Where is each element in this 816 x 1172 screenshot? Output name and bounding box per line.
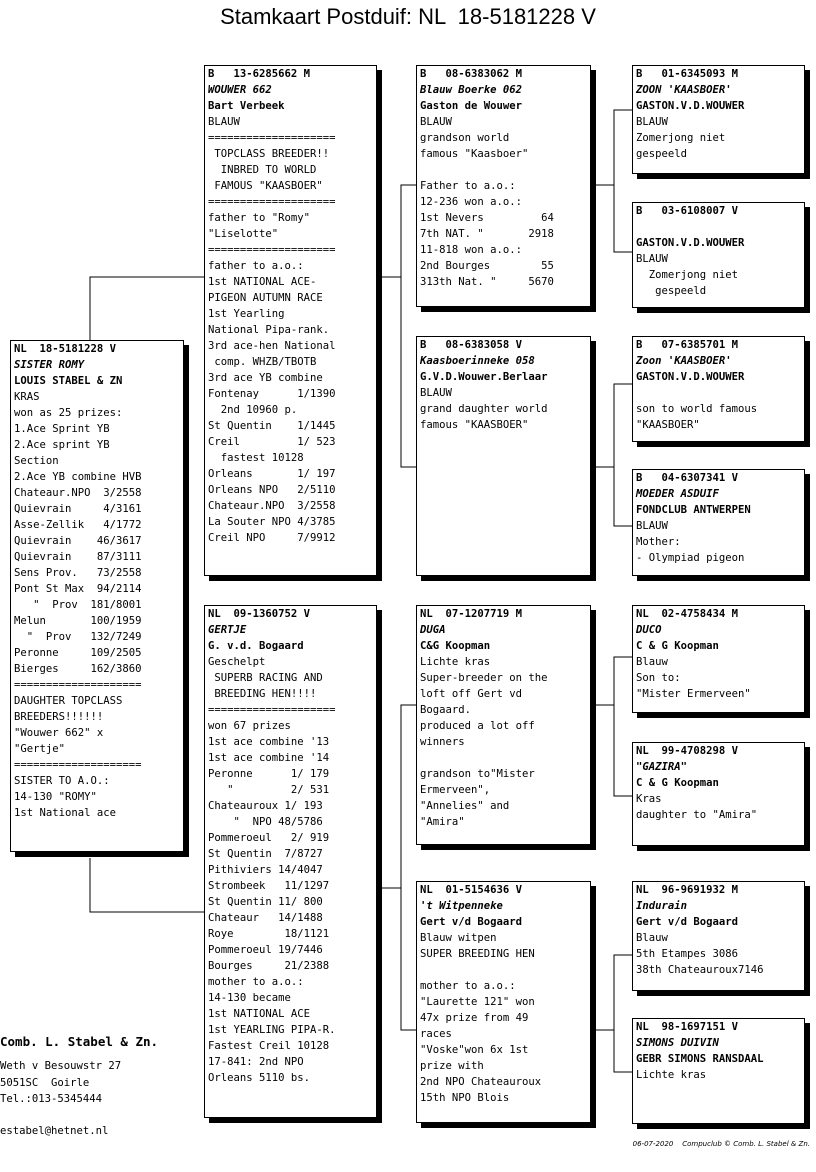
ring-number: B 08-6383062 M: [420, 68, 523, 80]
info-line: [420, 162, 588, 178]
connector-ds-dss: [591, 657, 632, 705]
connector-dam-dd: [401, 888, 416, 1030]
info-line: BREEDERS!!!!!!: [14, 711, 104, 723]
pigeon-name: SISTER ROMY: [14, 359, 85, 371]
info-line: son to world famous: [636, 403, 758, 415]
info-line: comp. WHZB/TBOTB: [208, 356, 317, 368]
info-line: 17-841: 2nd NPO: [208, 1056, 304, 1068]
info-line: Fastest Creil 10128: [208, 1040, 330, 1052]
info-line: BLAUW: [420, 387, 452, 399]
info-line: 11-818 won a.o.:: [420, 244, 523, 256]
info-line: 15th NPO Blois: [420, 1092, 510, 1104]
info-line: Pommeroeul 2/ 919: [208, 832, 330, 844]
breeder-city: 5051SC Goirle: [0, 1077, 90, 1089]
info-line: 1st ace combine '13: [208, 736, 330, 748]
footer-date: 06-07-2020: [632, 1140, 674, 1148]
ddd-card: [632, 1018, 805, 1124]
info-line: famous "Kaasboer": [420, 148, 529, 160]
info-line: Lichte kras: [636, 1069, 707, 1081]
breeder-email: estabel@hetnet.nl: [0, 1125, 109, 1137]
footer-credit: Compuclub © Comb. L. Stabel & Zn.: [682, 1140, 810, 1148]
info-line: Pommeroeul 19/7446: [208, 944, 323, 956]
info-line: FAMOUS "KAASBOER": [208, 180, 323, 192]
owner-name: C & G Koopman: [636, 640, 719, 652]
info-line: Roye 18/1121: [208, 928, 330, 940]
info-line: Blauw: [636, 932, 668, 944]
info-line: 1st NATIONAL ACE: [208, 1008, 311, 1020]
info-line: ====================: [14, 679, 142, 691]
pigeon-name: GERTJE: [208, 624, 247, 636]
info-line: Section: [14, 455, 59, 467]
sire-dam-card: [416, 336, 591, 576]
pigeon-name: Kaasboerinneke 058: [420, 355, 535, 367]
info-line: "Gertje": [14, 743, 66, 755]
info-line: Kras: [636, 793, 662, 805]
info-line: Creil NPO 7/9912: [208, 532, 336, 544]
dam-sire-card: [416, 605, 591, 845]
owner-name: C&G Koopman: [420, 640, 491, 652]
connector-ds-dsd: [614, 705, 632, 796]
info-line: Super-breeder on the: [420, 672, 548, 684]
info-line: ====================: [14, 759, 142, 771]
info-line: 1st NATIONAL ACE-: [208, 276, 317, 288]
sdd-card: [632, 469, 805, 576]
info-line: 3rd ace YB combine: [208, 372, 323, 384]
info-line: produced a lot off: [420, 720, 535, 732]
ssd-card: [632, 202, 805, 308]
info-line: PIGEON AUTUMN RACE: [208, 292, 323, 304]
connector-sd-sdd: [614, 467, 632, 526]
ring-number: NL 09-1360752 V: [208, 608, 311, 620]
sire-card: [204, 65, 377, 576]
owner-name: Gert v/d Bogaard: [636, 916, 739, 928]
info-line: mother to a.o.:: [420, 980, 516, 992]
info-line: Orleans 5110 bs.: [208, 1072, 311, 1084]
info-line: " 2/ 531: [208, 784, 330, 796]
sss-card: [632, 65, 805, 174]
ring-number: B 08-6383058 V: [420, 339, 523, 351]
info-line: Geschelpt: [208, 656, 266, 668]
info-line: ====================: [208, 244, 336, 256]
info-line: father to "Romy": [208, 212, 311, 224]
connector-ss-sss: [591, 110, 632, 185]
info-line: Orleans 1/ 197: [208, 468, 336, 480]
info-line: 1.Ace Sprint YB: [14, 423, 110, 435]
owner-name: C & G Koopman: [636, 777, 719, 789]
info-line: Chateaur.NPO 3/2558: [14, 487, 142, 499]
pigeon-name: Blauw Boerke 062: [420, 84, 523, 96]
info-line: father to a.o.:: [208, 260, 304, 272]
info-line: Son to:: [636, 672, 681, 684]
info-line: loft off Gert vd: [420, 688, 523, 700]
info-line: BLAUW: [636, 116, 668, 128]
owner-name: G. v.d. Bogaard: [208, 640, 304, 652]
owner-name: Gaston de Wouwer: [420, 100, 523, 112]
info-line: Sens Prov. 73/2558: [14, 567, 142, 579]
ring-number: B 07-6385701 M: [636, 339, 739, 351]
breeder-name: Comb. L. Stabel & Zn.: [0, 1034, 159, 1049]
info-line: gespeeld: [636, 148, 688, 160]
info-line: BLAUW: [636, 253, 668, 265]
connector-sd-sds: [591, 384, 632, 467]
info-line: Asse-Zellik 4/1772: [14, 519, 142, 531]
info-line: Chateauroux 1/ 193: [208, 800, 323, 812]
ring-number: NL 18-5181228 V: [14, 343, 117, 355]
connector-subject-sire: [90, 277, 204, 340]
ring-number: B 04-6307341 V: [636, 472, 739, 484]
info-line: Chateaur.NPO 3/2558: [208, 500, 336, 512]
info-line: National Pipa-rank.: [208, 324, 330, 336]
info-line: "Liselotte": [208, 228, 279, 240]
info-line: TOPCLASS BREEDER!!: [208, 148, 330, 160]
owner-name: Bart Verbeek: [208, 100, 285, 112]
pigeon-name: DUCO: [636, 624, 662, 636]
ring-number: NL 01-5154636 V: [420, 884, 523, 896]
info-line: Bierges 162/3860: [14, 663, 142, 675]
owner-name: G.V.D.Wouwer.Berlaar: [420, 371, 548, 383]
owner-name: GEBR SIMONS RANSDAAL: [636, 1053, 764, 1065]
info-line: Chateaur 14/1488: [208, 912, 323, 924]
info-line: "Mister Ermerveen": [636, 688, 751, 700]
info-line: St Quentin 11/ 800: [208, 896, 323, 908]
info-line: Bogaard.: [420, 704, 472, 716]
info-line: "Amira": [420, 816, 465, 828]
ring-number: NL 96-9691932 M: [636, 884, 739, 896]
owner-name: GASTON.V.D.WOUWER: [636, 237, 745, 249]
info-line: Orleans NPO 2/5110: [208, 484, 336, 496]
info-line: Lichte kras: [420, 656, 491, 668]
info-line: 3rd ace-hen National: [208, 340, 336, 352]
info-line: prize with: [420, 1060, 484, 1072]
info-line: Zomerjong niet: [636, 269, 739, 281]
info-line: 47x prize from 49: [420, 1012, 529, 1024]
info-line: - Olympiad pigeon: [636, 552, 745, 564]
connector-dd-ddd: [614, 1030, 632, 1072]
ring-number: NL 99-4708298 V: [636, 745, 739, 757]
info-line: 14-130 "ROMY": [14, 791, 97, 803]
pigeon-name: SIMONS DUIVIN: [636, 1037, 719, 1049]
connector-sire-ss: [377, 185, 416, 277]
ring-number: B 01-6345093 M: [636, 68, 739, 80]
pigeon-name: [636, 219, 802, 235]
info-line: St Quentin 1/1445: [208, 420, 336, 432]
info-line: 14-130 became: [208, 992, 291, 1004]
info-line: " Prov 181/8001: [14, 599, 142, 611]
dds-card: [632, 881, 805, 991]
owner-name: GASTON.V.D.WOUWER: [636, 371, 745, 383]
info-line: KRAS: [14, 391, 40, 403]
info-line: winners: [420, 736, 465, 748]
info-line: Peronne 1/ 179: [208, 768, 330, 780]
info-line: 1st Yearling: [208, 308, 285, 320]
dam-dam-card: [416, 881, 591, 1123]
pigeon-name: Indurain: [636, 900, 688, 912]
info-line: "Annelies" and: [420, 800, 510, 812]
info-line: "Wouwer 662" x: [14, 727, 104, 739]
info-line: Pithiviers 14/4047: [208, 864, 323, 876]
info-line: 2nd NPO Chateauroux: [420, 1076, 542, 1088]
info-line: " NPO 48/5786: [208, 816, 323, 828]
info-line: 2.Ace YB combine HVB: [14, 471, 142, 483]
info-line: 2.Ace sprint YB: [14, 439, 110, 451]
info-line: SISTER TO A.O.:: [14, 775, 110, 787]
info-line: La Souter NPO 4/3785: [208, 516, 336, 528]
ring-number: NL 07-1207719 M: [420, 608, 523, 620]
info-line: won 67 prizes: [208, 720, 291, 732]
info-line: 1st ace combine '14: [208, 752, 330, 764]
info-line: Father to a.o.:: [420, 180, 516, 192]
info-line: [420, 750, 588, 766]
owner-name: FONDCLUB ANTWERPEN: [636, 504, 751, 516]
sds-card: [632, 336, 805, 442]
info-line: Strombeek 11/1297: [208, 880, 330, 892]
info-line: 38th Chateauroux7146: [636, 964, 764, 976]
info-line: famous "KAASBOER": [420, 419, 529, 431]
info-line: 5th Etampes 3086: [636, 948, 739, 960]
info-line: BLAUW: [636, 520, 668, 532]
info-line: grand daughter world: [420, 403, 548, 415]
info-line: "KAASBOER": [636, 419, 700, 431]
breeder-phone: Tel.:013-5345444: [0, 1093, 103, 1105]
info-line: BLAUW: [208, 116, 240, 128]
info-line: 1st YEARLING PIPA-R.: [208, 1024, 336, 1036]
info-line: 1st National ace: [14, 807, 117, 819]
info-line: Ermerveen",: [420, 784, 491, 796]
pigeon-name: ZOON 'KAASBOER': [636, 84, 732, 96]
info-line: fastest 10128: [208, 452, 304, 464]
page-title: Stamkaart Postduif: NL 18-5181228 V: [220, 4, 596, 29]
info-line: Pont St Max 94/2114: [14, 583, 142, 595]
info-line: grandson to"Mister: [420, 768, 535, 780]
info-line: mother to a.o.:: [208, 976, 304, 988]
info-line: DAUGHTER TOPCLASS: [14, 695, 123, 707]
ring-number: NL 98-1697151 V: [636, 1021, 739, 1033]
info-line: Mother:: [636, 536, 681, 548]
info-line: 12-236 won a.o.:: [420, 196, 523, 208]
info-line: 313th Nat. " 5670: [420, 276, 554, 288]
pigeon-name: MOEDER ASDUIF: [636, 488, 719, 500]
subject-card: [10, 340, 184, 852]
info-line: "Voske"won 6x 1st: [420, 1044, 529, 1056]
ring-number: B 03-6108007 V: [636, 205, 739, 217]
info-line: Fontenay 1/1390: [208, 388, 336, 400]
connector-subject-dam: [90, 858, 204, 912]
dss-card: [632, 605, 805, 713]
connector-dd-dds: [591, 955, 632, 1030]
info-line: 2nd 10960 p.: [208, 404, 298, 416]
info-line: Bourges 21/2388: [208, 960, 330, 972]
info-line: won as 25 prizes:: [14, 407, 123, 419]
dam-card: [204, 605, 377, 1118]
info-line: SUPER BREEDING HEN: [420, 948, 535, 960]
info-line: Quievrain 46/3617: [14, 535, 142, 547]
info-line: " Prov 132/7249: [14, 631, 142, 643]
info-line: [420, 962, 588, 978]
connector-ss-ssd: [614, 185, 632, 252]
info-line: 1st Nevers 64: [420, 212, 554, 224]
info-line: Blauw: [636, 656, 668, 668]
connector-sire-sd: [401, 277, 416, 467]
info-line: ====================: [208, 704, 336, 716]
info-line: Creil 1/ 523: [208, 436, 336, 448]
pigeon-name: "GAZIRA": [636, 761, 688, 773]
pigeon-name: DUGA: [420, 624, 446, 636]
info-line: ====================: [208, 196, 336, 208]
pigeon-name: 't Witpenneke: [420, 900, 503, 912]
info-line: "Laurette 121" won: [420, 996, 535, 1008]
info-line: Quievrain 87/3111: [14, 551, 142, 563]
ring-number: NL 02-4758434 M: [636, 608, 739, 620]
owner-name: LOUIS STABEL & ZN: [14, 375, 123, 387]
info-line: Zomerjong niet: [636, 132, 726, 144]
info-line: SUPERB RACING AND: [208, 672, 323, 684]
sire-sire-card: [416, 65, 591, 307]
info-line: grandson world: [420, 132, 510, 144]
info-line: Quievrain 4/3161: [14, 503, 142, 515]
breeder-street: Weth v Besouwstr 27: [0, 1060, 122, 1072]
info-line: BLAUW: [420, 116, 452, 128]
info-line: Blauw witpen: [420, 932, 497, 944]
info-line: ====================: [208, 132, 336, 144]
info-line: INBRED TO WORLD: [208, 164, 317, 176]
info-line: daughter to "Amira": [636, 809, 758, 821]
pigeon-name: WOUWER 662: [208, 84, 272, 96]
owner-name: Gert v/d Bogaard: [420, 916, 523, 928]
info-line: 2nd Bourges 55: [420, 260, 554, 272]
info-line: 7th NAT. " 2918: [420, 228, 554, 240]
info-line: BREEDING HEN!!!!: [208, 688, 317, 700]
info-line: races: [420, 1028, 452, 1040]
info-line: Melun 100/1959: [14, 615, 142, 627]
info-line: St Quentin 7/8727: [208, 848, 323, 860]
dsd-card: [632, 742, 805, 846]
connector-dam-ds: [377, 705, 416, 888]
footer: [633, 1140, 810, 1148]
owner-name: GASTON.V.D.WOUWER: [636, 100, 745, 112]
info-line: Peronne 109/2505: [14, 647, 142, 659]
ring-number: B 13-6285662 M: [208, 68, 311, 80]
pigeon-name: Zoon 'KAASBOER': [636, 355, 732, 367]
info-line: gespeeld: [636, 285, 707, 297]
info-line: [636, 385, 802, 401]
